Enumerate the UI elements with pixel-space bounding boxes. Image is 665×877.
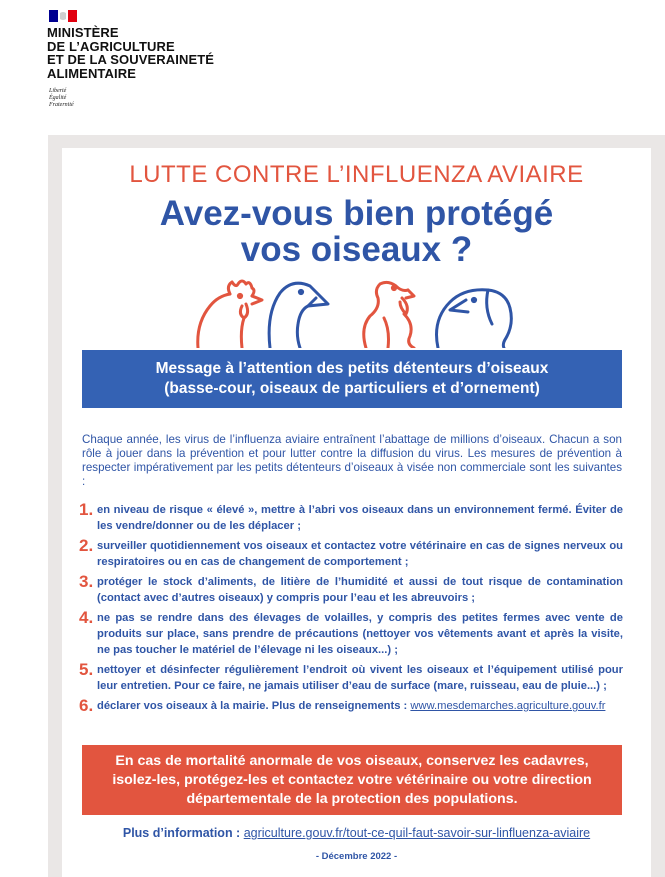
item-text: surveiller quotidiennement vos oiseaux et contactez votre vétérinaire en cas de signes nerveux ou respiratoires ou en cas de changement de comportement ; [97,540,623,568]
list-item [79,698,623,734]
more-info [62,826,651,840]
list-item [79,662,623,698]
more-info-link[interactable]: agriculture.gouv.fr/tout-ce-quil-faut-savoir-sur-linfluenza-aviaire [243,826,591,840]
republic-motto: Liberté Égalité Fraternité [49,88,74,108]
list-item [79,610,623,662]
item-number: 1. [79,500,94,519]
list-item [79,502,623,538]
poster-kicker: LUTTE CONTRE L’INFLUENZA AVIAIRE [129,161,584,188]
mortality-alert: En cas de mortalité anormale de vos oiseaux, conservez les cadavres, isolez-les, protégez-les et contactez votre vétérinaire ou votre direction départementale de la protection des populations. [82,745,622,815]
marianne-logo [49,10,77,22]
list-item [79,574,623,610]
duck-icon [437,290,512,348]
audience-banner: Message à l’attention des petits détenteurs d’oiseaux (basse-cour, oiseaux de particuliers et d’ornement) [82,350,622,408]
item-text [97,698,623,714]
turkey-icon [364,282,414,348]
item-number: 3. [79,572,94,591]
item-text: en niveau de risque « élevé », mettre à l’abri vos oiseaux dans un environnement fermé. Éviter de les vendre/donner ou de les déplacer ; [97,504,623,532]
more-info-label: Plus d’information : [122,826,244,840]
measures-list [79,502,623,734]
item-text: ne pas se rendre dans des élevages de volailles, y compris des petites fermes avec vente de produits sur place, sans prendre de précautions (nettoyer vos vêtements avant et après la visite, ne pas toucher le matériel de l’élevage ni les oiseaux...) ; [97,612,623,656]
item-text-lead: déclarer vos oiseaux à la mairie. Plus de renseignements : [97,700,411,712]
item-number: 5. [79,660,94,679]
mesdemarches-link[interactable]: www.mesdemarches.agriculture.gouv.fr [410,700,606,712]
list-item [79,538,623,574]
publication-date: - Décembre 2022 - [315,851,398,862]
goose-icon [269,283,328,348]
ministry-name: MINISTÈRE DE L’AGRICULTURE ET DE LA SOUVERAINETÉ ALIMENTAIRE [47,25,215,81]
item-text: protéger le stock d’aliments, de litière de l’humidité et aussi de tout risque de contamination (contact avec d’autres oiseaux) y compris pour l’eau et les abreuvoirs ; [97,576,623,604]
birds-illustration [188,268,528,348]
item-number: 4. [79,608,94,627]
item-text: nettoyer et désinfecter régulièrement l’endroit où vivent les oiseaux et l’équipement utilisé pour leur entretien. Pour ce faire, ne jamais utiliser d’eau de surface (mare, ruisseau, eau de pluie...) ; [97,664,623,692]
ministry-header [0,0,665,135]
item-number: 2. [79,536,94,555]
poster-title: Avez-vous bien protégé vos oiseaux ? [159,194,554,269]
hen-icon [198,281,262,348]
intro-paragraph: Chaque année, les virus de l’influenza aviaire entraînent l’abattage de millions d’oiseaux. Chacun a son rôle à jouer dans la prévention et pour lutter contre la diffusion du virus. Les mesures de prévention à respecter impérativement par les petits détenteurs d’oiseaux à visée non commerciale sont les suivantes : [82,433,622,488]
item-number: 6. [79,696,94,715]
